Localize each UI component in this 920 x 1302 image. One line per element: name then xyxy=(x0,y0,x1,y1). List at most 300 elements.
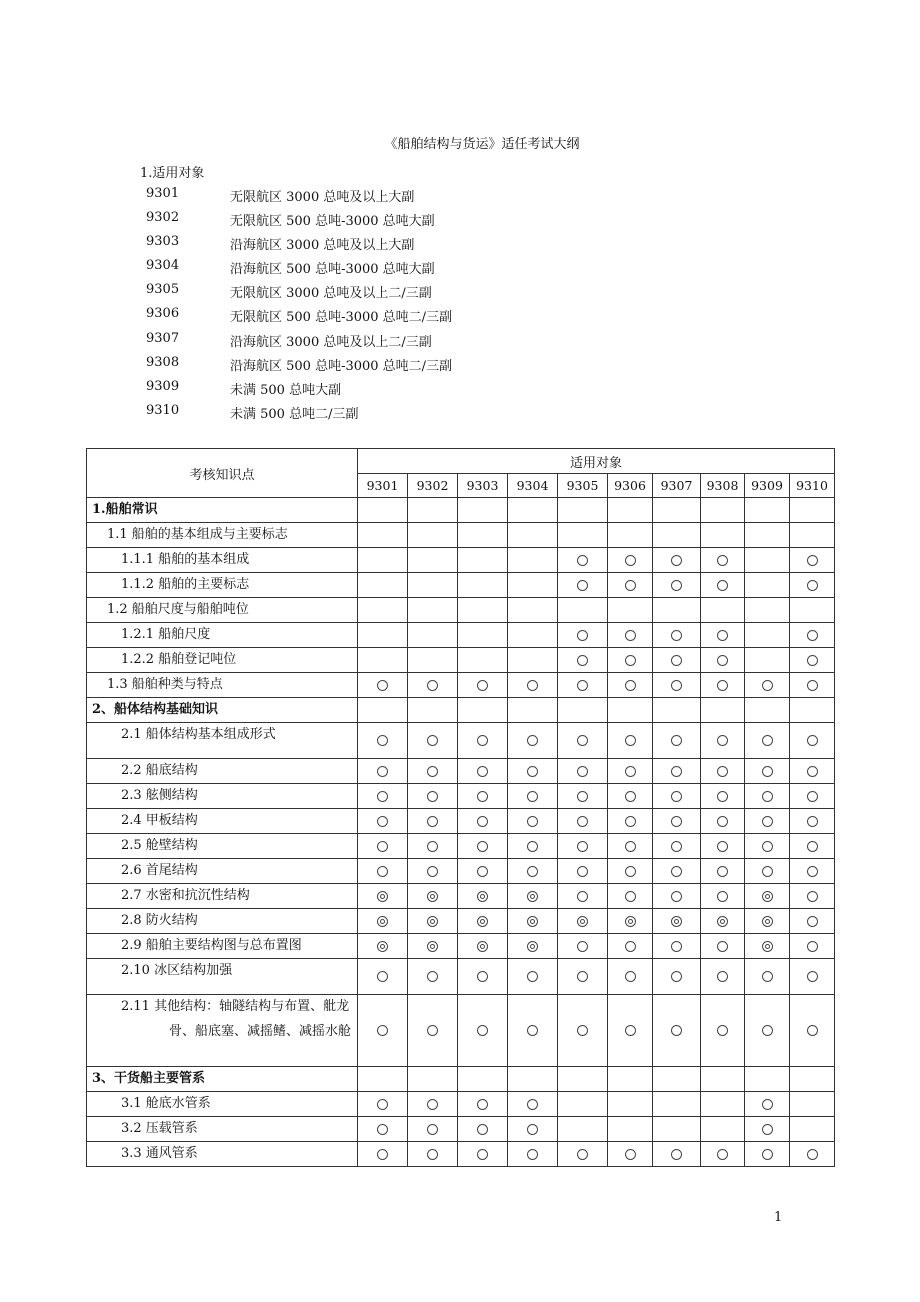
table-row xyxy=(87,884,835,909)
circle-icon xyxy=(527,680,538,691)
circle-icon xyxy=(762,766,773,777)
mark-cell-9307 xyxy=(653,1117,701,1142)
mark-cell-9304 xyxy=(508,809,558,834)
circle-icon xyxy=(527,841,538,852)
circle-icon xyxy=(625,580,636,591)
circle-icon xyxy=(807,916,818,927)
mark-cell-9309 xyxy=(745,648,790,673)
mark-cell-9305 xyxy=(558,498,608,523)
mark-cell-9301 xyxy=(358,1067,408,1092)
syllabus-table xyxy=(86,448,835,1167)
circle-icon xyxy=(577,791,588,802)
target-code: 9306 xyxy=(146,306,180,322)
circle-icon xyxy=(477,841,488,852)
circle-icon xyxy=(377,766,388,777)
mark-cell-9310 xyxy=(790,909,835,934)
knowledge-point-label: 1.1.1 船舶的基本组成 xyxy=(87,548,358,573)
circle-icon xyxy=(671,766,682,777)
mark-cell-9302 xyxy=(408,573,458,598)
circle-icon xyxy=(671,1149,682,1160)
mark-cell-9307 xyxy=(653,673,701,698)
mark-cell-9303 xyxy=(458,934,508,959)
circle-icon xyxy=(762,1124,773,1135)
mark-cell-9308 xyxy=(701,834,745,859)
circle-icon xyxy=(577,891,588,902)
mark-cell-9303 xyxy=(458,1067,508,1092)
double-circle-icon xyxy=(527,891,538,902)
mark-cell-9309 xyxy=(745,523,790,548)
circle-icon xyxy=(717,735,728,746)
double-circle-icon xyxy=(762,941,773,952)
mark-cell-9307 xyxy=(653,623,701,648)
mark-cell-9308 xyxy=(701,995,745,1067)
mark-cell-9304 xyxy=(508,995,558,1067)
circle-icon xyxy=(762,1099,773,1110)
knowledge-point-label: 2、船体结构基础知识 xyxy=(87,698,358,723)
circle-icon xyxy=(762,816,773,827)
mark-cell-9301 xyxy=(358,995,408,1067)
circle-icon xyxy=(762,791,773,802)
circle-icon xyxy=(527,1149,538,1160)
circle-icon xyxy=(671,735,682,746)
mark-cell-9304 xyxy=(508,498,558,523)
mark-cell-9308 xyxy=(701,598,745,623)
mark-cell-9306 xyxy=(608,909,653,934)
circle-icon xyxy=(377,816,388,827)
target-description: 沿海航区 3000 总吨及以上二/三副 xyxy=(230,334,432,350)
column-header-9303: 9303 xyxy=(458,474,508,498)
mark-cell-9309 xyxy=(745,598,790,623)
circle-icon xyxy=(477,866,488,877)
table-row xyxy=(87,623,835,648)
circle-icon xyxy=(427,766,438,777)
circle-icon xyxy=(807,680,818,691)
mark-cell-9303 xyxy=(458,809,508,834)
mark-cell-9302 xyxy=(408,859,458,884)
mark-cell-9304 xyxy=(508,598,558,623)
mark-cell-9302 xyxy=(408,995,458,1067)
mark-cell-9306 xyxy=(608,784,653,809)
mark-cell-9309 xyxy=(745,959,790,995)
knowledge-point-label: 3.3 通风管系 xyxy=(87,1142,358,1167)
mark-cell-9309 xyxy=(745,995,790,1067)
mark-cell-9308 xyxy=(701,523,745,548)
mark-cell-9305 xyxy=(558,1117,608,1142)
table-row xyxy=(87,809,835,834)
mark-cell-9302 xyxy=(408,759,458,784)
target-description: 无限航区 500 总吨-3000 总吨二/三副 xyxy=(230,310,453,326)
mark-cell-9304 xyxy=(508,1092,558,1117)
mark-cell-9303 xyxy=(458,648,508,673)
mark-cell-9308 xyxy=(701,1142,745,1167)
mark-cell-9305 xyxy=(558,1092,608,1117)
mark-cell-9301 xyxy=(358,884,408,909)
circle-icon xyxy=(427,1124,438,1135)
mark-cell-9310 xyxy=(790,934,835,959)
mark-cell-9306 xyxy=(608,698,653,723)
target-item xyxy=(146,282,452,306)
mark-cell-9304 xyxy=(508,884,558,909)
circle-icon xyxy=(625,1149,636,1160)
table-row xyxy=(87,523,835,548)
circle-icon xyxy=(807,766,818,777)
target-description: 无限航区 3000 总吨及以上大副 xyxy=(230,190,415,205)
mark-cell-9305 xyxy=(558,934,608,959)
target-description: 沿海航区 500 总吨-3000 总吨大副 xyxy=(230,262,435,278)
mark-cell-9309 xyxy=(745,1067,790,1092)
circle-icon xyxy=(717,766,728,777)
mark-cell-9304 xyxy=(508,698,558,723)
table-row xyxy=(87,934,835,959)
circle-icon xyxy=(717,841,728,852)
mark-cell-9301 xyxy=(358,498,408,523)
mark-cell-9301 xyxy=(358,523,408,548)
mark-cell-9308 xyxy=(701,784,745,809)
mark-cell-9310 xyxy=(790,1067,835,1092)
mark-cell-9303 xyxy=(458,784,508,809)
circle-icon xyxy=(477,680,488,691)
mark-cell-9307 xyxy=(653,573,701,598)
target-item xyxy=(146,331,452,355)
mark-cell-9304 xyxy=(508,784,558,809)
mark-cell-9308 xyxy=(701,648,745,673)
circle-icon xyxy=(527,791,538,802)
document-title: 《船舶结构与货运》适任考试大纲 xyxy=(384,137,580,152)
circle-icon xyxy=(717,580,728,591)
mark-cell-9305 xyxy=(558,1142,608,1167)
circle-icon xyxy=(625,866,636,877)
mark-cell-9307 xyxy=(653,598,701,623)
mark-cell-9310 xyxy=(790,548,835,573)
double-circle-icon xyxy=(477,891,488,902)
mark-cell-9304 xyxy=(508,1117,558,1142)
double-circle-icon xyxy=(717,916,728,927)
knowledge-point-label: 2.6 首尾结构 xyxy=(87,859,358,884)
circle-icon xyxy=(527,866,538,877)
mark-cell-9304 xyxy=(508,623,558,648)
circle-icon xyxy=(577,841,588,852)
mark-cell-9302 xyxy=(408,1142,458,1167)
circle-icon xyxy=(762,841,773,852)
mark-cell-9307 xyxy=(653,523,701,548)
circle-icon xyxy=(477,816,488,827)
mark-cell-9308 xyxy=(701,548,745,573)
circle-icon xyxy=(807,941,818,952)
mark-cell-9306 xyxy=(608,959,653,995)
mark-cell-9310 xyxy=(790,698,835,723)
circle-icon xyxy=(807,816,818,827)
circle-icon xyxy=(717,816,728,827)
mark-cell-9309 xyxy=(745,548,790,573)
column-header-9302: 9302 xyxy=(408,474,458,498)
mark-cell-9303 xyxy=(458,1117,508,1142)
mark-cell-9309 xyxy=(745,809,790,834)
mark-cell-9310 xyxy=(790,648,835,673)
knowledge-point-label: 2.7 水密和抗沉性结构 xyxy=(87,884,358,909)
circle-icon xyxy=(625,680,636,691)
circle-icon xyxy=(527,1099,538,1110)
circle-icon xyxy=(671,680,682,691)
circle-icon xyxy=(427,1025,438,1036)
mark-cell-9301 xyxy=(358,723,408,759)
mark-cell-9303 xyxy=(458,673,508,698)
column-header-9304: 9304 xyxy=(508,474,558,498)
circle-icon xyxy=(527,735,538,746)
table-row xyxy=(87,1117,835,1142)
mark-cell-9305 xyxy=(558,759,608,784)
mark-cell-9303 xyxy=(458,523,508,548)
target-item xyxy=(146,403,452,427)
circle-icon xyxy=(577,866,588,877)
header-knowledge-points: 考核知识点 xyxy=(87,449,358,498)
mark-cell-9309 xyxy=(745,623,790,648)
knowledge-point-label: 3.2 压载管系 xyxy=(87,1117,358,1142)
target-code: 9309 xyxy=(146,378,180,394)
mark-cell-9310 xyxy=(790,498,835,523)
circle-icon xyxy=(807,791,818,802)
mark-cell-9303 xyxy=(458,834,508,859)
circle-icon xyxy=(762,971,773,982)
circle-icon xyxy=(625,971,636,982)
mark-cell-9310 xyxy=(790,959,835,995)
mark-cell-9306 xyxy=(608,859,653,884)
double-circle-icon xyxy=(427,941,438,952)
circle-icon xyxy=(427,791,438,802)
circle-icon xyxy=(377,1099,388,1110)
mark-cell-9306 xyxy=(608,834,653,859)
double-circle-icon xyxy=(377,916,388,927)
mark-cell-9302 xyxy=(408,598,458,623)
mark-cell-9306 xyxy=(608,809,653,834)
mark-cell-9306 xyxy=(608,498,653,523)
mark-cell-9308 xyxy=(701,859,745,884)
double-circle-icon xyxy=(377,941,388,952)
circle-icon xyxy=(527,766,538,777)
mark-cell-9302 xyxy=(408,884,458,909)
target-code: 9303 xyxy=(146,234,180,250)
circle-icon xyxy=(577,630,588,641)
circle-icon xyxy=(762,680,773,691)
mark-cell-9310 xyxy=(790,723,835,759)
column-header-9301: 9301 xyxy=(358,474,408,498)
mark-cell-9304 xyxy=(508,909,558,934)
knowledge-point-label: 1.2.2 船舶登记吨位 xyxy=(87,648,358,673)
knowledge-point-label: 3、干货船主要管系 xyxy=(87,1067,358,1092)
table-row xyxy=(87,1142,835,1167)
mark-cell-9303 xyxy=(458,498,508,523)
circle-icon xyxy=(527,816,538,827)
mark-cell-9304 xyxy=(508,1142,558,1167)
circle-icon xyxy=(477,1149,488,1160)
circle-icon xyxy=(807,655,818,666)
knowledge-point-label: 3.1 舱底水管系 xyxy=(87,1092,358,1117)
circle-icon xyxy=(671,816,682,827)
mark-cell-9309 xyxy=(745,834,790,859)
mark-cell-9303 xyxy=(458,1142,508,1167)
mark-cell-9306 xyxy=(608,759,653,784)
mark-cell-9309 xyxy=(745,673,790,698)
double-circle-icon xyxy=(671,916,682,927)
mark-cell-9306 xyxy=(608,573,653,598)
mark-cell-9302 xyxy=(408,548,458,573)
mark-cell-9307 xyxy=(653,1092,701,1117)
mark-cell-9305 xyxy=(558,859,608,884)
circle-icon xyxy=(717,891,728,902)
mark-cell-9307 xyxy=(653,498,701,523)
mark-cell-9305 xyxy=(558,523,608,548)
mark-cell-9304 xyxy=(508,859,558,884)
mark-cell-9302 xyxy=(408,834,458,859)
mark-cell-9308 xyxy=(701,759,745,784)
circle-icon xyxy=(625,791,636,802)
mark-cell-9302 xyxy=(408,1092,458,1117)
mark-cell-9303 xyxy=(458,723,508,759)
mark-cell-9307 xyxy=(653,723,701,759)
mark-cell-9307 xyxy=(653,1142,701,1167)
table-row xyxy=(87,648,835,673)
mark-cell-9307 xyxy=(653,759,701,784)
mark-cell-9302 xyxy=(408,959,458,995)
circle-icon xyxy=(807,735,818,746)
mark-cell-9303 xyxy=(458,573,508,598)
mark-cell-9307 xyxy=(653,1067,701,1092)
circle-icon xyxy=(427,1099,438,1110)
mark-cell-9306 xyxy=(608,623,653,648)
mark-cell-9307 xyxy=(653,995,701,1067)
mark-cell-9301 xyxy=(358,1092,408,1117)
mark-cell-9310 xyxy=(790,834,835,859)
mark-cell-9303 xyxy=(458,995,508,1067)
circle-icon xyxy=(807,1025,818,1036)
mark-cell-9308 xyxy=(701,959,745,995)
mark-cell-9306 xyxy=(608,1067,653,1092)
mark-cell-9301 xyxy=(358,959,408,995)
mark-cell-9307 xyxy=(653,648,701,673)
table-row xyxy=(87,959,835,995)
mark-cell-9309 xyxy=(745,723,790,759)
table-row xyxy=(87,1092,835,1117)
mark-cell-9308 xyxy=(701,809,745,834)
mark-cell-9310 xyxy=(790,1092,835,1117)
target-description: 无限航区 3000 总吨及以上二/三副 xyxy=(230,286,432,302)
table-row xyxy=(87,909,835,934)
circle-icon xyxy=(717,680,728,691)
mark-cell-9304 xyxy=(508,573,558,598)
circle-icon xyxy=(577,766,588,777)
table-row xyxy=(87,573,835,598)
mark-cell-9304 xyxy=(508,759,558,784)
mark-cell-9305 xyxy=(558,909,608,934)
mark-cell-9303 xyxy=(458,759,508,784)
mark-cell-9310 xyxy=(790,1142,835,1167)
mark-cell-9304 xyxy=(508,934,558,959)
mark-cell-9304 xyxy=(508,834,558,859)
double-circle-icon xyxy=(527,941,538,952)
table-row xyxy=(87,995,835,1067)
knowledge-point-label: 2.3 舷侧结构 xyxy=(87,784,358,809)
circle-icon xyxy=(671,630,682,641)
circle-icon xyxy=(807,630,818,641)
table-row xyxy=(87,598,835,623)
mark-cell-9305 xyxy=(558,548,608,573)
mark-cell-9305 xyxy=(558,573,608,598)
circle-icon xyxy=(377,680,388,691)
circle-icon xyxy=(577,1025,588,1036)
mark-cell-9308 xyxy=(701,498,745,523)
circle-icon xyxy=(527,971,538,982)
mark-cell-9301 xyxy=(358,759,408,784)
mark-cell-9305 xyxy=(558,598,608,623)
mark-cell-9305 xyxy=(558,648,608,673)
mark-cell-9310 xyxy=(790,859,835,884)
column-header-9310: 9310 xyxy=(790,474,835,498)
double-circle-icon xyxy=(762,916,773,927)
mark-cell-9308 xyxy=(701,934,745,959)
target-item xyxy=(146,234,452,258)
mark-cell-9301 xyxy=(358,1142,408,1167)
column-header-9306: 9306 xyxy=(608,474,653,498)
mark-cell-9310 xyxy=(790,523,835,548)
mark-cell-9306 xyxy=(608,548,653,573)
mark-cell-9303 xyxy=(458,548,508,573)
circle-icon xyxy=(671,1025,682,1036)
target-code: 9302 xyxy=(146,210,180,226)
target-description: 无限航区 500 总吨-3000 总吨大副 xyxy=(230,214,435,230)
circle-icon xyxy=(625,555,636,566)
mark-cell-9305 xyxy=(558,995,608,1067)
circle-icon xyxy=(762,866,773,877)
knowledge-point-label xyxy=(87,995,358,1067)
mark-cell-9307 xyxy=(653,959,701,995)
mark-cell-9303 xyxy=(458,598,508,623)
mark-cell-9302 xyxy=(408,623,458,648)
circle-icon xyxy=(377,791,388,802)
target-code: 9307 xyxy=(146,330,180,346)
mark-cell-9305 xyxy=(558,723,608,759)
mark-cell-9301 xyxy=(358,648,408,673)
mark-cell-9308 xyxy=(701,698,745,723)
circle-icon xyxy=(427,680,438,691)
circle-icon xyxy=(717,866,728,877)
circle-icon xyxy=(377,1025,388,1036)
mark-cell-9304 xyxy=(508,723,558,759)
circle-icon xyxy=(577,941,588,952)
mark-cell-9306 xyxy=(608,648,653,673)
mark-cell-9310 xyxy=(790,573,835,598)
mark-cell-9310 xyxy=(790,784,835,809)
circle-icon xyxy=(577,735,588,746)
target-item xyxy=(146,258,452,282)
mark-cell-9309 xyxy=(745,573,790,598)
circle-icon xyxy=(427,816,438,827)
double-circle-icon xyxy=(427,891,438,902)
target-code: 9305 xyxy=(146,282,180,298)
table-row xyxy=(87,1067,835,1092)
mark-cell-9306 xyxy=(608,598,653,623)
double-circle-icon xyxy=(762,891,773,902)
mark-cell-9305 xyxy=(558,809,608,834)
mark-cell-9310 xyxy=(790,598,835,623)
table-row xyxy=(87,723,835,759)
circle-icon xyxy=(427,735,438,746)
mark-cell-9304 xyxy=(508,673,558,698)
circle-icon xyxy=(625,816,636,827)
knowledge-point-label: 2.9 船舶主要结构图与总布置图 xyxy=(87,934,358,959)
mark-cell-9310 xyxy=(790,1117,835,1142)
mark-cell-9305 xyxy=(558,884,608,909)
knowledge-point-label: 2.4 甲板结构 xyxy=(87,809,358,834)
circle-icon xyxy=(671,891,682,902)
